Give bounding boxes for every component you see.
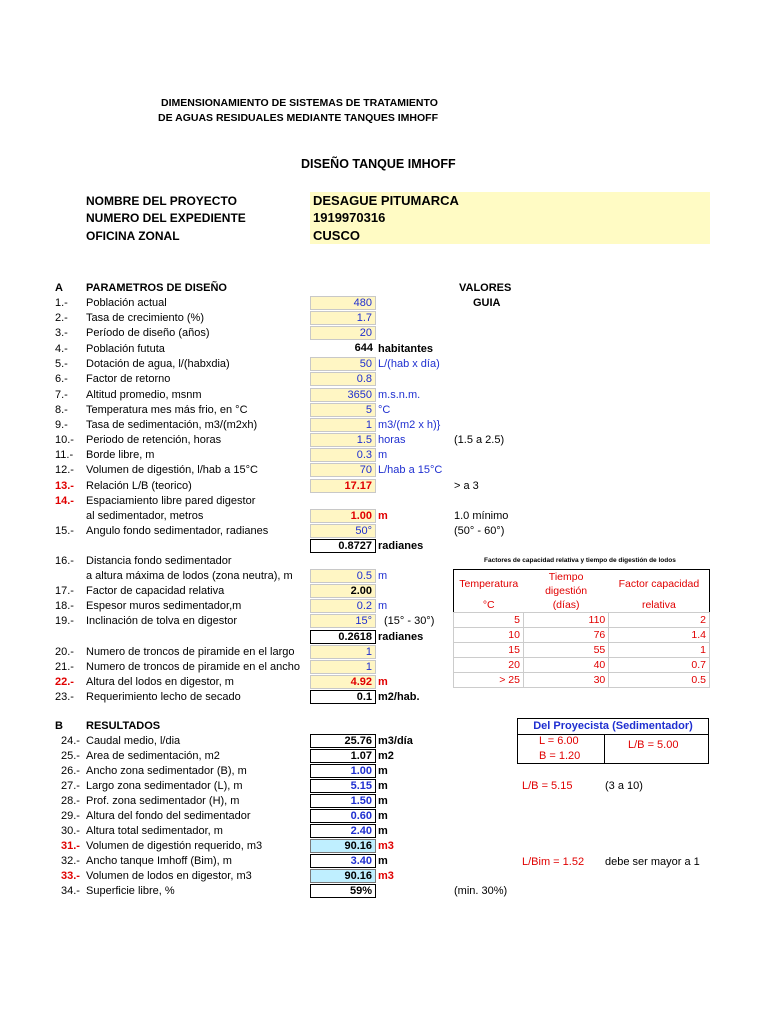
- param-value-input[interactable]: 1: [310, 660, 376, 674]
- table-cell: 76: [523, 628, 608, 643]
- note-free-surface: (min. 30%): [454, 885, 508, 897]
- param-num: 18.-: [55, 600, 74, 612]
- param-label: Espaciamiento libre pared digestor: [86, 495, 256, 507]
- param-value: 0.8727: [310, 539, 376, 553]
- result-unit: m3: [378, 840, 394, 852]
- param-num: 23.-: [55, 691, 74, 703]
- param-label: Requerimiento lecho de secado: [86, 691, 241, 703]
- param-label: Altitud promedio, msnm: [86, 389, 202, 401]
- result-num: 29.-: [61, 810, 80, 822]
- result-label: Superficie libre, %: [86, 885, 175, 897]
- param-label: Factor de retorno: [86, 373, 171, 385]
- capacity-table-caption: Factores de capacidad relativa y tiempo de digestión de lodos: [484, 557, 676, 564]
- table-cell: 40: [523, 658, 608, 673]
- param-num: 9.-: [55, 419, 68, 431]
- result-unit: m3: [378, 870, 394, 882]
- param-value-input[interactable]: 70: [310, 463, 376, 477]
- proyectista-title: Del Proyecista (Sedimentador): [533, 720, 693, 732]
- param-label: Altura del lodos en digestor, m: [86, 676, 234, 688]
- param-num: 20.-: [55, 646, 74, 658]
- param-value-input[interactable]: 5: [310, 403, 376, 417]
- header-cell: Factor capacidad: [618, 578, 700, 590]
- param-value: 17.17: [310, 479, 376, 493]
- param-label: Población actual: [86, 297, 167, 309]
- result-value: 90.16: [310, 839, 376, 853]
- param-unit: L/hab a 15°C: [378, 464, 443, 476]
- table-cell: 30: [523, 673, 608, 688]
- param-value: 0.1: [310, 690, 376, 704]
- section-b-letter: B: [55, 720, 63, 732]
- param-num: 4.-: [55, 343, 68, 355]
- guide-title-1: VALORES: [459, 282, 512, 294]
- param-value-input[interactable]: 480: [310, 296, 376, 310]
- param-value-input[interactable]: 0.3: [310, 448, 376, 462]
- result-value: 3.40: [310, 854, 376, 868]
- result-num: 33.-: [61, 870, 80, 882]
- param-unit: radianes: [378, 540, 424, 552]
- result-unit: m3/día: [378, 735, 413, 747]
- result-label: Volumen de digestión requerido, m3: [86, 840, 263, 852]
- header-cell: (días): [552, 599, 580, 611]
- param-guide: > a 3: [454, 480, 479, 492]
- param-num: 10.-: [55, 434, 74, 446]
- result-unit: m: [378, 810, 388, 822]
- project-office-label: OFICINA ZONAL: [86, 229, 180, 243]
- param-label: al sedimentador, metros: [86, 510, 204, 522]
- param-label: Numero de troncos de piramide en el largo: [86, 646, 295, 658]
- param-label: Angulo fondo sedimentador, radianes: [86, 525, 269, 537]
- note-lb-range: (3 a 10): [605, 780, 643, 792]
- param-value-input[interactable]: 0.5: [310, 569, 376, 583]
- param-guide: (1.5 a 2.5): [454, 434, 505, 446]
- param-num: 22.-: [55, 676, 74, 688]
- section-a-letter: A: [55, 282, 63, 294]
- param-value: 644: [310, 342, 376, 356]
- page-subtitle: DISEÑO TANQUE IMHOFF: [301, 157, 456, 171]
- result-label: Ancho tanque Imhoff (Bim), m: [86, 855, 232, 867]
- header-cell: °C: [482, 599, 495, 611]
- table-cell: 55: [523, 643, 608, 658]
- result-value: 1.00: [310, 764, 376, 778]
- param-value: 1.00: [310, 509, 376, 523]
- result-label: Caudal medio, l/dia: [86, 735, 181, 747]
- param-num: 13.-: [55, 480, 74, 492]
- param-unit: m: [378, 510, 388, 522]
- param-label: Tasa de crecimiento (%): [86, 312, 204, 324]
- param-num: 21.-: [55, 661, 74, 673]
- guide-title-2: GUIA: [473, 297, 501, 309]
- param-unit: m.s.n.m.: [378, 389, 421, 401]
- param-num: 12.-: [55, 464, 74, 476]
- table-cell: 15: [454, 643, 524, 658]
- param-label: Dotación de agua, l/(habxdia): [86, 358, 230, 370]
- result-label: Altura total sedimentador, m: [86, 825, 223, 837]
- proyectista-b: B = 1.20: [539, 750, 581, 762]
- result-unit: m2: [378, 750, 394, 762]
- param-num: 14.-: [55, 495, 74, 507]
- param-value-input[interactable]: 1: [310, 645, 376, 659]
- param-unit: m3/(m2 x h)}: [378, 419, 441, 431]
- header-cell: relativa: [641, 599, 676, 611]
- param-unit: m: [378, 570, 388, 582]
- table-cell: 1: [609, 643, 710, 658]
- proyectista-b-box: [517, 734, 605, 764]
- result-value: 25.76: [310, 734, 376, 748]
- project-exp-value: 1919970316: [313, 210, 386, 225]
- project-name-value: DESAGUE PITUMARCA: [313, 193, 459, 208]
- param-unit: m2/hab.: [378, 691, 420, 703]
- result-num: 31.-: [61, 840, 80, 852]
- capacity-header-row: [454, 598, 710, 613]
- result-unit: m: [378, 825, 388, 837]
- table-cell: 0.5: [609, 673, 710, 688]
- param-value: 2.00: [310, 584, 376, 598]
- capacity-table: [453, 569, 710, 688]
- param-num: 11.-: [55, 449, 74, 461]
- header-line-2: DE AGUAS RESIDUALES MEDIANTE TANQUES IMHOFF: [158, 112, 439, 124]
- result-num: 24.-: [61, 735, 80, 747]
- param-label: Periodo de retención, horas: [86, 434, 222, 446]
- section-a-title: PARAMETROS DE DISEÑO: [86, 282, 227, 294]
- param-label: Período de diseño (años): [86, 327, 210, 339]
- table-row: [454, 673, 710, 688]
- proyectista-l: L = 6.00: [539, 735, 579, 747]
- result-num: 27.-: [61, 780, 80, 792]
- result-num: 28.-: [61, 795, 80, 807]
- param-num: 2.-: [55, 312, 68, 324]
- header-cell: Tiempo digestión: [545, 571, 588, 597]
- table-cell: 10: [454, 628, 524, 643]
- note-lbim: L/Bim = 1.52: [522, 856, 585, 868]
- param-num: 15.-: [55, 525, 74, 537]
- param-label: Temperatura mes más frio, en °C: [86, 404, 248, 416]
- param-num: 19.-: [55, 615, 74, 627]
- result-value: 1.50: [310, 794, 376, 808]
- param-value: 0.2618: [310, 630, 376, 644]
- param-label: Relación L/B (teorico): [86, 480, 192, 492]
- param-num: 6.-: [55, 373, 68, 385]
- table-cell: 2: [609, 613, 710, 628]
- param-value-input[interactable]: 1.5: [310, 433, 376, 447]
- table-row: [454, 613, 710, 628]
- table-row: [454, 658, 710, 673]
- param-unit: L/(hab x día): [378, 358, 440, 370]
- result-value: 5.15: [310, 779, 376, 793]
- result-label: Area de sedimentación, m2: [86, 750, 220, 762]
- param-value-input[interactable]: 1.7: [310, 311, 376, 325]
- param-num: 3.-: [55, 327, 68, 339]
- param-unit: m: [378, 449, 388, 461]
- param-label: a altura máxima de lodos (zona neutra), m: [86, 570, 293, 582]
- table-cell: 5: [454, 613, 524, 628]
- param-guide: 1.0 mínimo: [454, 510, 509, 522]
- param-label: Borde libre, m: [86, 449, 155, 461]
- param-label: Distancia fondo sedimentador: [86, 555, 232, 567]
- table-cell: 110: [523, 613, 608, 628]
- table-cell: 0.7: [609, 658, 710, 673]
- result-num: 32.-: [61, 855, 80, 867]
- result-unit: m: [378, 855, 388, 867]
- param-num: 17.-: [55, 585, 74, 597]
- result-label: Largo zona sedimentador (L), m: [86, 780, 243, 792]
- param-unit: m: [378, 676, 388, 688]
- result-unit: m: [378, 765, 388, 777]
- param-label: Factor de capacidad relativa: [86, 585, 225, 597]
- param-value-input[interactable]: 1: [310, 418, 376, 432]
- param-label: Población fututa: [86, 343, 165, 355]
- result-value: 59%: [310, 884, 376, 898]
- result-label: Ancho zona sedimentador (B), m: [86, 765, 247, 777]
- project-exp-label: NUMERO DEL EXPEDIENTE: [86, 211, 246, 225]
- param-num: 7.-: [55, 389, 68, 401]
- result-num: 30.-: [61, 825, 80, 837]
- result-num: 34.-: [61, 885, 80, 897]
- result-unit: m: [378, 780, 388, 792]
- param-value: 4.92: [310, 675, 376, 689]
- proyectista-lb: L/B = 5.00: [628, 739, 679, 751]
- table-cell: 1.4: [609, 628, 710, 643]
- param-guide: (15° - 30°): [384, 615, 435, 627]
- header-cell: Temperatura: [454, 570, 524, 599]
- param-unit: radianes: [378, 631, 424, 643]
- param-value-input[interactable]: 20: [310, 326, 376, 340]
- param-num: 8.-: [55, 404, 68, 416]
- result-num: 25.-: [61, 750, 80, 762]
- param-value-input[interactable]: 0.8: [310, 372, 376, 386]
- param-value-input[interactable]: 0.2: [310, 599, 376, 613]
- result-value: 90.16: [310, 869, 376, 883]
- param-value-input[interactable]: 3650: [310, 388, 376, 402]
- param-label: Numero de troncos de piramide en el ancho: [86, 661, 301, 673]
- param-num: 16.-: [55, 555, 74, 567]
- capacity-header-row: [454, 570, 710, 599]
- param-unit: °C: [378, 404, 391, 416]
- table-row: [454, 643, 710, 658]
- param-value-input[interactable]: 50°: [310, 524, 376, 538]
- result-value: 0.60: [310, 809, 376, 823]
- table-row: [454, 628, 710, 643]
- param-num: 5.-: [55, 358, 68, 370]
- result-num: 26.-: [61, 765, 80, 777]
- result-value: 2.40: [310, 824, 376, 838]
- result-label: Altura del fondo del sedimentador: [86, 810, 251, 822]
- param-label: Volumen de digestión, l/hab a 15°C: [86, 464, 258, 476]
- project-office-value: CUSCO: [313, 228, 360, 243]
- result-label: Prof. zona sedimentador (H), m: [86, 795, 240, 807]
- header-line-1: DIMENSIONAMIENTO DE SISTEMAS DE TRATAMIENTO: [161, 97, 438, 109]
- table-cell: > 25: [454, 673, 524, 688]
- table-cell: 20: [454, 658, 524, 673]
- param-label: Inclinación de tolva en digestor: [86, 615, 238, 627]
- section-b-title: RESULTADOS: [86, 720, 161, 732]
- param-label: Tasa de sedimentación, m3/(m2xh): [86, 419, 258, 431]
- project-name-label: NOMBRE DEL PROYECTO: [86, 194, 237, 208]
- param-num: 1.-: [55, 297, 68, 309]
- note-lbim-text: debe ser mayor a 1: [605, 856, 700, 868]
- param-label: Espesor muros sedimentador,m: [86, 600, 242, 612]
- param-unit: horas: [378, 434, 406, 446]
- result-label: Volumen de lodos en digestor, m3: [86, 870, 252, 882]
- result-unit: m: [378, 795, 388, 807]
- param-value-input[interactable]: 15°: [310, 614, 376, 628]
- param-unit: m: [378, 600, 388, 612]
- note-lb: L/B = 5.15: [522, 780, 573, 792]
- param-guide: (50° - 60°): [454, 525, 505, 537]
- param-value-input[interactable]: 50: [310, 357, 376, 371]
- result-value: 1.07: [310, 749, 376, 763]
- param-unit: habitantes: [378, 343, 434, 355]
